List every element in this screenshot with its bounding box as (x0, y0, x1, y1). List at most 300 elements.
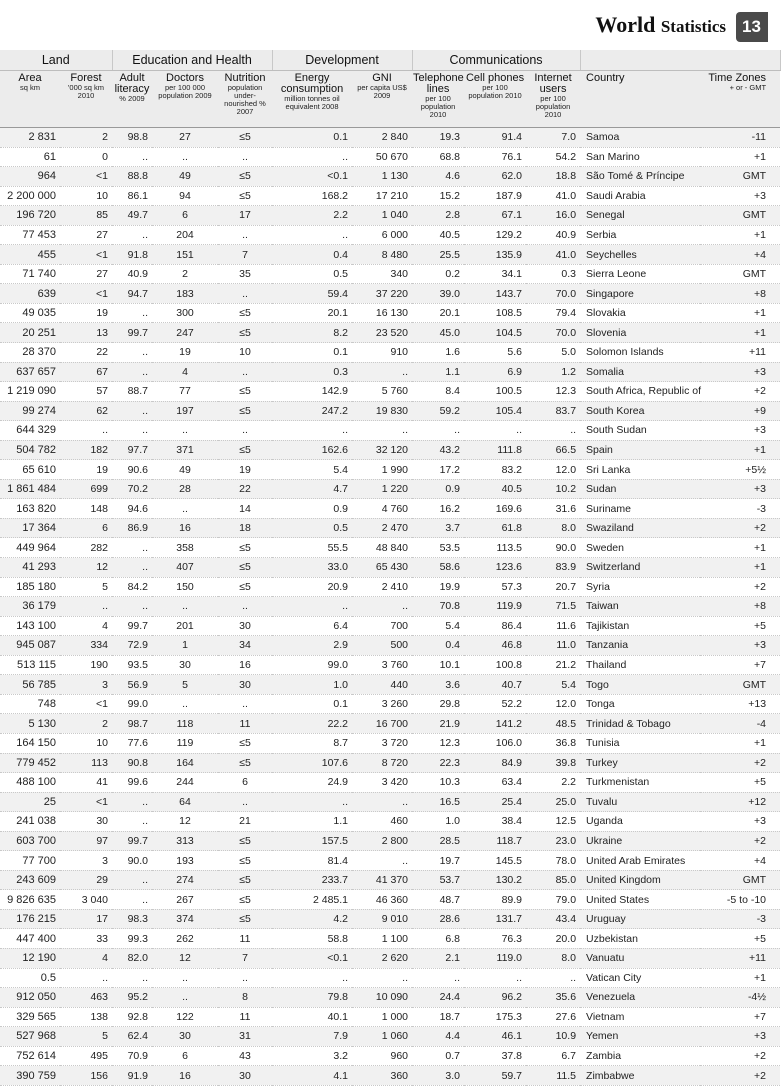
cell-doctors: 16 (152, 1066, 218, 1086)
cell-gni: 8 480 (352, 245, 412, 265)
world-statistics-table (0, 50, 781, 1086)
cell-forest: 62 (60, 401, 112, 421)
cell-telephone-lines: 22.3 (412, 753, 464, 773)
cell-doctors: .. (152, 694, 218, 714)
cell-doctors: 151 (152, 245, 218, 265)
cell-energy-consumption: 99.0 (272, 655, 352, 675)
cell-time-zones: +1 (700, 440, 780, 460)
cell-forest: 190 (60, 655, 112, 675)
cell-telephone-lines: 10.1 (412, 655, 464, 675)
page-title (595, 12, 726, 38)
cell-internet-users: 21.2 (526, 655, 580, 675)
cell-forest: 97 (60, 831, 112, 851)
cell-area: 36 179 (0, 597, 60, 617)
cell-adult-literacy: .. (112, 870, 152, 890)
cell-country: Somalia (580, 362, 700, 382)
cell-energy-consumption: 22.2 (272, 714, 352, 734)
cell-energy-consumption: 7.9 (272, 1027, 352, 1047)
cell-doctors: 204 (152, 225, 218, 245)
cell-nutrition: ≤5 (218, 558, 272, 578)
cell-time-zones: +4 (700, 851, 780, 871)
cell-forest: 12 (60, 558, 112, 578)
cell-gni: 4 760 (352, 499, 412, 519)
cell-nutrition: ≤5 (218, 186, 272, 206)
cell-internet-users: 10.2 (526, 479, 580, 499)
cell-cell-phones: 86.4 (464, 616, 526, 636)
cell-energy-consumption: .. (272, 792, 352, 812)
cell-adult-literacy: .. (112, 147, 152, 167)
cell-energy-consumption: 247.2 (272, 401, 352, 421)
cell-country: Tunisia (580, 733, 700, 753)
cell-gni: 1 060 (352, 1027, 412, 1047)
cell-telephone-lines: 1.6 (412, 343, 464, 363)
cell-internet-users: 35.6 (526, 988, 580, 1008)
cell-doctors: 247 (152, 323, 218, 343)
cell-time-zones: +1 (700, 225, 780, 245)
cell-internet-users: 12.3 (526, 382, 580, 402)
cell-cell-phones: 59.7 (464, 1066, 526, 1086)
cell-time-zones: +7 (700, 1007, 780, 1027)
table-row (0, 675, 780, 695)
cell-telephone-lines: 1.0 (412, 812, 464, 832)
cell-forest: .. (60, 421, 112, 441)
cell-cell-phones: 38.4 (464, 812, 526, 832)
cell-cell-phones: 25.4 (464, 792, 526, 812)
cell-adult-literacy: 72.9 (112, 636, 152, 656)
cell-time-zones: +11 (700, 343, 780, 363)
cell-area: 504 782 (0, 440, 60, 460)
cell-telephone-lines: 70.8 (412, 597, 464, 617)
column-header-unit: + or - GMT (729, 83, 767, 92)
column-header-label: GNI (372, 72, 392, 84)
cell-country: Switzerland (580, 558, 700, 578)
cell-country: Uganda (580, 812, 700, 832)
cell-gni: 440 (352, 675, 412, 695)
cell-cell-phones: 83.2 (464, 460, 526, 480)
cell-time-zones: +3 (700, 1027, 780, 1047)
cell-area: 964 (0, 167, 60, 187)
cell-energy-consumption: 1.0 (272, 675, 352, 695)
cell-internet-users: 83.9 (526, 558, 580, 578)
cell-nutrition: 35 (218, 264, 272, 284)
cell-adult-literacy: .. (112, 401, 152, 421)
table-row (0, 245, 780, 265)
cell-gni: .. (352, 421, 412, 441)
cell-nutrition: 30 (218, 675, 272, 695)
cell-energy-consumption: .. (272, 421, 352, 441)
cell-telephone-lines: 2.8 (412, 206, 464, 226)
cell-energy-consumption: 6.4 (272, 616, 352, 636)
cell-gni: 50 670 (352, 147, 412, 167)
cell-energy-consumption: 24.9 (272, 773, 352, 793)
cell-energy-consumption: 162.6 (272, 440, 352, 460)
cell-nutrition: ≤5 (218, 577, 272, 597)
cell-area: 9 826 635 (0, 890, 60, 910)
cell-gni: 1 220 (352, 479, 412, 499)
cell-gni: 10 090 (352, 988, 412, 1008)
cell-gni: 46 360 (352, 890, 412, 910)
cell-time-zones: GMT (700, 167, 780, 187)
cell-area: 748 (0, 694, 60, 714)
column-header-unit: per capita US$ 2009 (357, 83, 407, 100)
cell-forest: 138 (60, 1007, 112, 1027)
cell-internet-users: 79.0 (526, 890, 580, 910)
table-row (0, 167, 780, 187)
cell-doctors: 244 (152, 773, 218, 793)
column-header-unit: per 100 population 2010 (468, 83, 522, 100)
group-header-blank (580, 50, 780, 71)
cell-doctors: 262 (152, 929, 218, 949)
cell-adult-literacy: 92.8 (112, 1007, 152, 1027)
cell-cell-phones: 187.9 (464, 186, 526, 206)
cell-doctors: 183 (152, 284, 218, 304)
cell-energy-consumption: 4.1 (272, 1066, 352, 1086)
column-header-unit: sq km (19, 83, 40, 92)
cell-time-zones: +5 (700, 616, 780, 636)
cell-area: 20 251 (0, 323, 60, 343)
cell-country: Senegal (580, 206, 700, 226)
cell-telephone-lines: 19.7 (412, 851, 464, 871)
cell-area: 163 820 (0, 499, 60, 519)
cell-adult-literacy: .. (112, 225, 152, 245)
cell-forest: 33 (60, 929, 112, 949)
cell-internet-users: 39.8 (526, 753, 580, 773)
cell-country: South Africa, Republic of (580, 382, 700, 402)
cell-nutrition: 18 (218, 518, 272, 538)
cell-energy-consumption: 33.0 (272, 558, 352, 578)
cell-forest: 699 (60, 479, 112, 499)
column-header-gni (352, 71, 412, 128)
cell-cell-phones: 52.2 (464, 694, 526, 714)
cell-forest: 22 (60, 343, 112, 363)
cell-nutrition: ≤5 (218, 401, 272, 421)
cell-adult-literacy: 99.7 (112, 616, 152, 636)
cell-internet-users: 5.4 (526, 675, 580, 695)
cell-nutrition: 30 (218, 1066, 272, 1086)
cell-doctors: 5 (152, 675, 218, 695)
cell-telephone-lines: 16.2 (412, 499, 464, 519)
column-header-doctors (152, 71, 218, 128)
cell-internet-users: 11.6 (526, 616, 580, 636)
cell-cell-phones: 100.5 (464, 382, 526, 402)
cell-cell-phones: 106.0 (464, 733, 526, 753)
cell-energy-consumption: 0.9 (272, 499, 352, 519)
column-header-label: Area (18, 72, 42, 84)
cell-internet-users: 48.5 (526, 714, 580, 734)
cell-telephone-lines: 0.9 (412, 479, 464, 499)
cell-nutrition: ≤5 (218, 323, 272, 343)
cell-cell-phones: 119.9 (464, 597, 526, 617)
cell-adult-literacy: 88.7 (112, 382, 152, 402)
column-header-label: Nutrition (224, 72, 266, 84)
cell-energy-consumption: 0.5 (272, 264, 352, 284)
cell-cell-phones: 76.3 (464, 929, 526, 949)
cell-internet-users: 41.0 (526, 186, 580, 206)
cell-internet-users: 2.2 (526, 773, 580, 793)
cell-adult-literacy: 99.0 (112, 694, 152, 714)
cell-time-zones: +12 (700, 792, 780, 812)
cell-area: 1 219 090 (0, 382, 60, 402)
cell-telephone-lines: 15.2 (412, 186, 464, 206)
cell-gni: 3 260 (352, 694, 412, 714)
cell-doctors: 267 (152, 890, 218, 910)
cell-adult-literacy: .. (112, 597, 152, 617)
cell-area: 912 050 (0, 988, 60, 1008)
cell-time-zones: +1 (700, 303, 780, 323)
cell-time-zones: GMT (700, 675, 780, 695)
cell-nutrition: 31 (218, 1027, 272, 1047)
column-header-row (0, 71, 780, 128)
cell-nutrition: 17 (218, 206, 272, 226)
cell-internet-users: 23.0 (526, 831, 580, 851)
column-header-label: Country (586, 72, 625, 84)
cell-country: Ukraine (580, 831, 700, 851)
cell-nutrition: .. (218, 792, 272, 812)
cell-area: 0.5 (0, 968, 60, 988)
cell-internet-users: 90.0 (526, 538, 580, 558)
cell-gni: 500 (352, 636, 412, 656)
cell-forest: <1 (60, 167, 112, 187)
cell-adult-literacy: 98.8 (112, 128, 152, 148)
column-header-label: Internet users (534, 72, 572, 95)
table-row (0, 909, 780, 929)
cell-adult-literacy: 91.8 (112, 245, 152, 265)
cell-forest: 27 (60, 225, 112, 245)
cell-nutrition: ≤5 (218, 909, 272, 929)
cell-cell-phones: 57.3 (464, 577, 526, 597)
cell-time-zones: +13 (700, 694, 780, 714)
table-row (0, 655, 780, 675)
cell-energy-consumption: 8.2 (272, 323, 352, 343)
cell-internet-users: 71.5 (526, 597, 580, 617)
cell-country: Sweden (580, 538, 700, 558)
table-row (0, 773, 780, 793)
cell-energy-consumption: 233.7 (272, 870, 352, 890)
cell-area: 779 452 (0, 753, 60, 773)
table-row (0, 225, 780, 245)
cell-nutrition: 11 (218, 1007, 272, 1027)
cell-country: São Tomé & Príncipe (580, 167, 700, 187)
table-row (0, 518, 780, 538)
cell-area: 61 (0, 147, 60, 167)
cell-adult-literacy: 94.6 (112, 499, 152, 519)
table-row (0, 753, 780, 773)
column-header-label: Telephone lines (413, 72, 464, 95)
cell-nutrition: 10 (218, 343, 272, 363)
cell-area: 455 (0, 245, 60, 265)
column-header-energy-consumption (272, 71, 352, 128)
cell-telephone-lines: 25.5 (412, 245, 464, 265)
table-row (0, 597, 780, 617)
cell-nutrition: ≤5 (218, 440, 272, 460)
table-row (0, 479, 780, 499)
cell-adult-literacy: 99.7 (112, 323, 152, 343)
cell-doctors: 122 (152, 1007, 218, 1027)
cell-cell-phones: 111.8 (464, 440, 526, 460)
column-header-telephone-lines (412, 71, 464, 128)
cell-area: 1 861 484 (0, 479, 60, 499)
cell-doctors: 30 (152, 1027, 218, 1047)
cell-gni: 960 (352, 1046, 412, 1066)
cell-cell-phones: 104.5 (464, 323, 526, 343)
cell-area: 99 274 (0, 401, 60, 421)
cell-gni: 1 040 (352, 206, 412, 226)
cell-forest: 29 (60, 870, 112, 890)
cell-gni: 1 990 (352, 460, 412, 480)
cell-cell-phones: .. (464, 968, 526, 988)
cell-forest: 463 (60, 988, 112, 1008)
cell-energy-consumption: .. (272, 968, 352, 988)
cell-cell-phones: 135.9 (464, 245, 526, 265)
cell-gni: 65 430 (352, 558, 412, 578)
cell-cell-phones: 40.7 (464, 675, 526, 695)
cell-country: Spain (580, 440, 700, 460)
cell-gni: .. (352, 597, 412, 617)
cell-adult-literacy: 88.8 (112, 167, 152, 187)
cell-forest: <1 (60, 694, 112, 714)
cell-telephone-lines: 1.1 (412, 362, 464, 382)
cell-area: 196 720 (0, 206, 60, 226)
cell-doctors: 64 (152, 792, 218, 812)
table-row (0, 831, 780, 851)
cell-forest: 2 (60, 714, 112, 734)
cell-doctors: .. (152, 421, 218, 441)
cell-adult-literacy: .. (112, 558, 152, 578)
cell-telephone-lines: 58.6 (412, 558, 464, 578)
cell-time-zones: +7 (700, 655, 780, 675)
cell-area: 639 (0, 284, 60, 304)
cell-nutrition: ≤5 (218, 382, 272, 402)
cell-country: Togo (580, 675, 700, 695)
group-header-development: Development (272, 50, 412, 71)
cell-adult-literacy: 91.9 (112, 1066, 152, 1086)
column-header-label: Cell phones (465, 72, 525, 84)
cell-telephone-lines: 24.4 (412, 988, 464, 1008)
cell-cell-phones: 169.6 (464, 499, 526, 519)
cell-doctors: 12 (152, 948, 218, 968)
cell-time-zones: +2 (700, 1046, 780, 1066)
cell-energy-consumption: 168.2 (272, 186, 352, 206)
cell-area: 644 329 (0, 421, 60, 441)
group-header-education-health: Education and Health (112, 50, 272, 71)
cell-telephone-lines: 29.8 (412, 694, 464, 714)
cell-energy-consumption: 81.4 (272, 851, 352, 871)
cell-adult-literacy: 56.9 (112, 675, 152, 695)
cell-country: Tuvalu (580, 792, 700, 812)
cell-energy-consumption: 4.7 (272, 479, 352, 499)
cell-forest: 4 (60, 616, 112, 636)
cell-cell-phones: 63.4 (464, 773, 526, 793)
cell-nutrition: 16 (218, 655, 272, 675)
cell-time-zones: GMT (700, 206, 780, 226)
cell-nutrition: ≤5 (218, 831, 272, 851)
cell-internet-users: 25.0 (526, 792, 580, 812)
cell-cell-phones: 131.7 (464, 909, 526, 929)
cell-gni: .. (352, 362, 412, 382)
cell-gni: 3 760 (352, 655, 412, 675)
cell-nutrition: 21 (218, 812, 272, 832)
page-title-main: World (595, 12, 656, 37)
cell-country: Tanzania (580, 636, 700, 656)
cell-area: 329 565 (0, 1007, 60, 1027)
cell-internet-users: 70.0 (526, 284, 580, 304)
cell-cell-phones: .. (464, 421, 526, 441)
cell-adult-literacy: 95.2 (112, 988, 152, 1008)
cell-country: Vatican City (580, 968, 700, 988)
cell-gni: 910 (352, 343, 412, 363)
cell-telephone-lines: 3.0 (412, 1066, 464, 1086)
cell-adult-literacy: .. (112, 968, 152, 988)
cell-nutrition: 34 (218, 636, 272, 656)
cell-forest: 3 (60, 675, 112, 695)
cell-adult-literacy: 70.2 (112, 479, 152, 499)
cell-nutrition: 22 (218, 479, 272, 499)
cell-energy-consumption: 0.1 (272, 128, 352, 148)
cell-time-zones: +2 (700, 518, 780, 538)
cell-gni: 19 830 (352, 401, 412, 421)
column-header-cell-phones (464, 71, 526, 128)
cell-cell-phones: 34.1 (464, 264, 526, 284)
cell-country: Solomon Islands (580, 343, 700, 363)
cell-doctors: 358 (152, 538, 218, 558)
cell-cell-phones: 46.8 (464, 636, 526, 656)
cell-gni: 360 (352, 1066, 412, 1086)
cell-country: Tonga (580, 694, 700, 714)
cell-forest: 113 (60, 753, 112, 773)
table-row (0, 1066, 780, 1086)
cell-time-zones: GMT (700, 264, 780, 284)
cell-telephone-lines: 19.3 (412, 128, 464, 148)
cell-energy-consumption: 142.9 (272, 382, 352, 402)
cell-country: Uruguay (580, 909, 700, 929)
table-row (0, 538, 780, 558)
cell-cell-phones: 143.7 (464, 284, 526, 304)
cell-nutrition: .. (218, 968, 272, 988)
cell-energy-consumption: 79.8 (272, 988, 352, 1008)
cell-energy-consumption: 0.1 (272, 694, 352, 714)
cell-forest: 57 (60, 382, 112, 402)
cell-time-zones: +1 (700, 323, 780, 343)
cell-energy-consumption: 55.5 (272, 538, 352, 558)
cell-forest: 19 (60, 460, 112, 480)
cell-country: Sri Lanka (580, 460, 700, 480)
cell-forest: 0 (60, 147, 112, 167)
cell-area: 447 400 (0, 929, 60, 949)
cell-time-zones: +5 (700, 773, 780, 793)
cell-adult-literacy: 97.7 (112, 440, 152, 460)
cell-gni: 9 010 (352, 909, 412, 929)
cell-cell-phones: 100.8 (464, 655, 526, 675)
cell-gni: 2 800 (352, 831, 412, 851)
column-header-label: Adult literacy (114, 72, 150, 95)
cell-country: Venezuela (580, 988, 700, 1008)
cell-energy-consumption: .. (272, 147, 352, 167)
cell-time-zones: -3 (700, 499, 780, 519)
cell-energy-consumption: 3.2 (272, 1046, 352, 1066)
cell-energy-consumption: 0.3 (272, 362, 352, 382)
cell-country: Slovakia (580, 303, 700, 323)
cell-internet-users: 78.0 (526, 851, 580, 871)
cell-time-zones: +4 (700, 245, 780, 265)
cell-energy-consumption: 40.1 (272, 1007, 352, 1027)
cell-gni: 1 100 (352, 929, 412, 949)
cell-energy-consumption: 59.4 (272, 284, 352, 304)
cell-telephone-lines: 18.7 (412, 1007, 464, 1027)
cell-area: 49 035 (0, 303, 60, 323)
cell-nutrition: .. (218, 147, 272, 167)
cell-nutrition: .. (218, 694, 272, 714)
cell-doctors: 30 (152, 655, 218, 675)
